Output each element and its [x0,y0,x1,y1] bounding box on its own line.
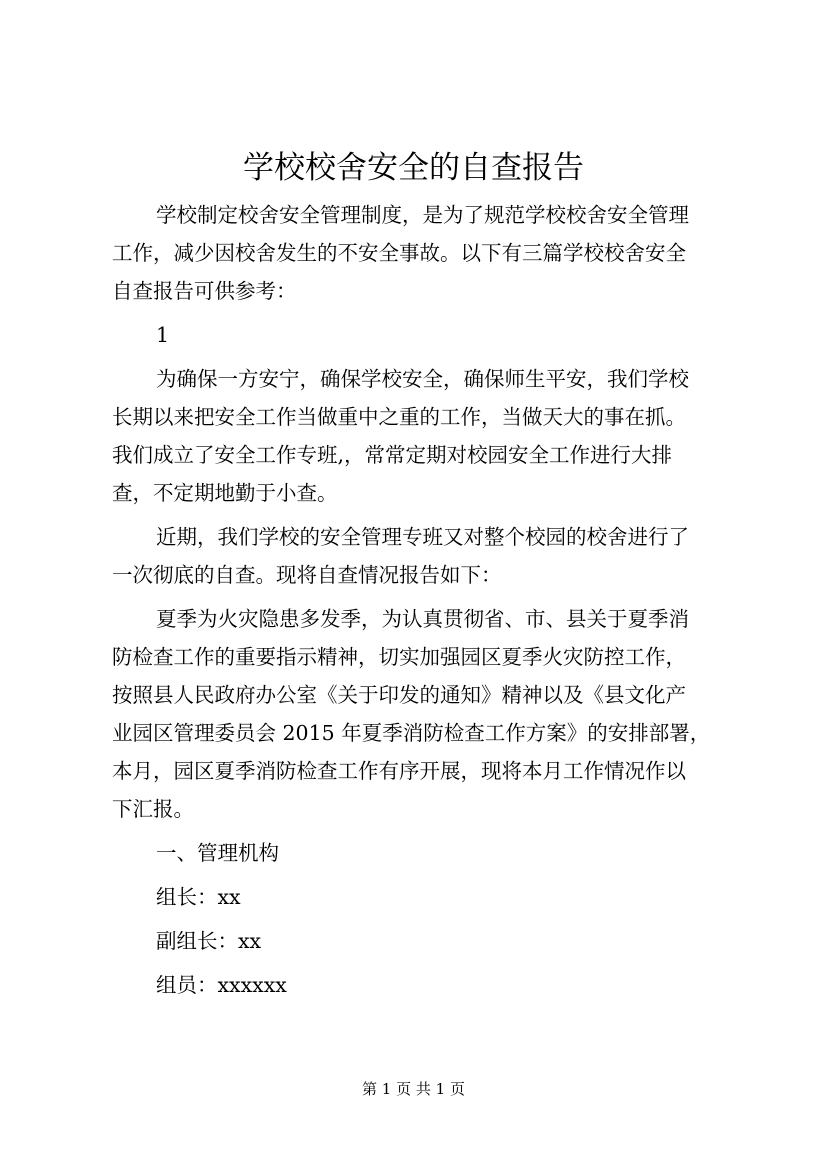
list-item-group-leader [112,878,732,916]
paragraph-fire-season [112,600,732,828]
paragraph-safety [112,360,732,512]
page-footer: 第 1 页 共 1 页 [362,1080,465,1098]
text-line: 组员：xxxxxx [156,973,287,997]
text-line: 副组长：xx [156,929,262,953]
text-line: 本月，园区夏季消防检查工作有序开展，现将本月工作情况作以 [112,759,686,783]
text-line: 下汇报。 [112,797,194,821]
document-title: 学校校舍安全的自查报告 [243,150,584,186]
text-line: 为确保一方安宁，确保学校安全，确保师生平安，我们学校 [156,367,689,391]
paragraph-recent-check [112,518,732,594]
text-line: 夏季为火灾隐患多发季，为认真贯彻省、市、县关于夏季消 [156,607,689,631]
paragraph-intro [112,196,732,310]
text-line: 组长：xx [156,885,241,909]
paragraph-section-number [112,316,732,354]
text-line: 查，不定期地勤于小查。 [112,481,338,505]
text-line: 业园区管理委员会 2015 年夏季消防检查工作方案》的安排部署， [112,721,711,745]
list-item-members [112,966,732,1004]
text-line: 自查报告可供参考： [112,279,297,303]
list-item-deputy-leader [112,922,732,960]
text-line: 近期，我们学校的安全管理专班又对整个校园的校舍进行了 [156,525,689,549]
text-line: 一次彻底的自查。现将自查情况报告如下： [112,563,502,587]
text-line: 1 [156,323,170,347]
text-line: 学校制定校舍安全管理制度，是为了规范学校校舍安全管理 [156,203,689,227]
text-line: 长期以来把安全工作当做重中之重的工作，当做天大的事在抓。 [112,405,686,429]
text-line: 工作，减少因校舍发生的不安全事故。以下有三篇学校校舍安全 [112,241,686,265]
text-line: 一、管理机构 [156,841,279,865]
document-body [112,196,732,1004]
text-line: 防检查工作的重要指示精神，切实加强园区夏季火灾防控工作， [112,645,686,669]
section-heading-management [112,834,732,872]
text-line: 按照县人民政府办公室《关于印发的通知》精神以及《县文化产 [112,683,686,707]
text-line: 我们成立了安全工作专班,，常常定期对校园安全工作进行大排 [112,443,673,467]
